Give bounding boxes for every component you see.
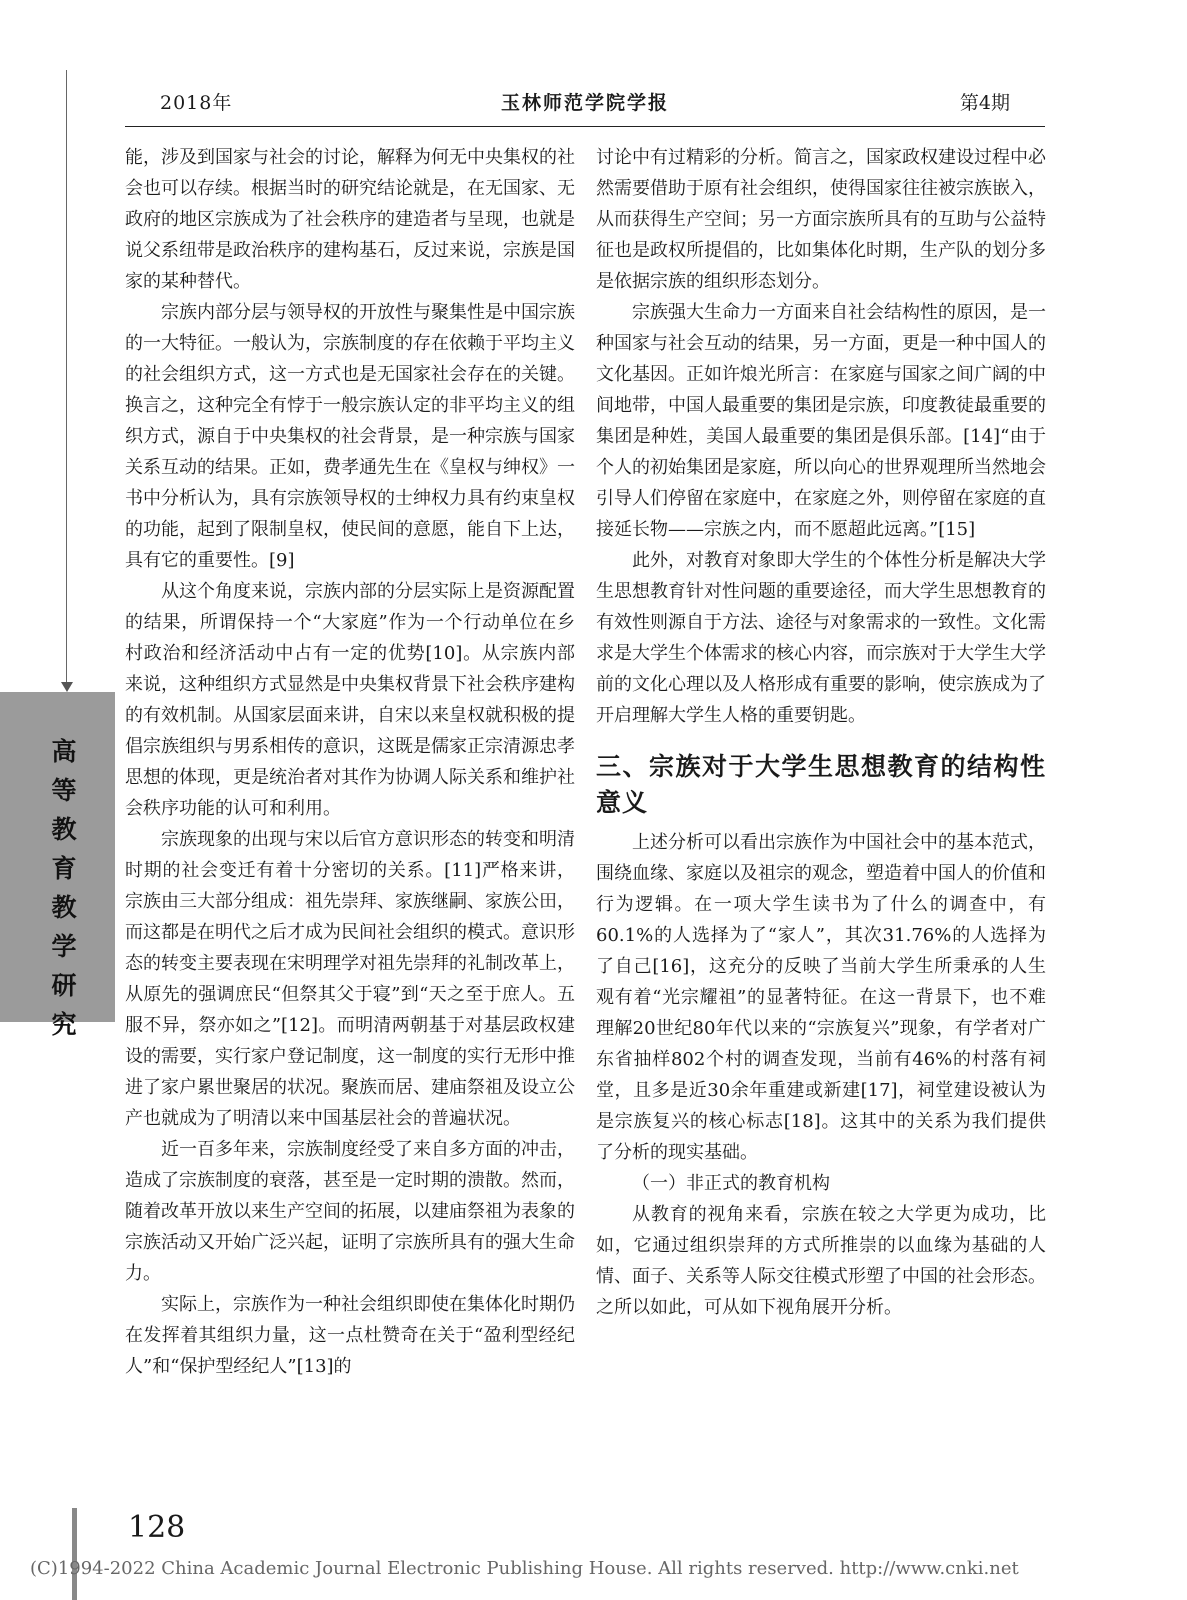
section-heading: 三、宗族对于大学生思想教育的结构性意义 [596,752,1046,817]
paragraph: 从教育的视角来看，宗族在较之大学更为成功，比如，它通过组织崇拜的方式所推崇的以血缘为基础的人情、面子、关系等人际交往模式形塑了中国的社会形态。之所以如此，可从如下视角展开分析。 [596,1204,1046,1318]
right-column [596,142,1046,1323]
header-issue: 第4期 [959,92,1010,114]
paragraph: 上述分析可以看出宗族作为中国社会中的基本范式，围绕血缘、家庭以及祖宗的观念，塑造着中国人的价值和行为逻辑。在一项大学生读书为了什么的调查中，有60.1%的人选择为了“家人”，其次31.76%的人选择为了自己[16]，这充分的反映了当前大学生所秉承的人生观有着“光宗耀祖”的显著特征。在这一背景下，也不难理解20世纪80年代以来的“宗族复兴”现象，有学者对广东省抽样802个村的调查发现，当前有46%的村落有祠堂，且多是近30余年重建或新建[17]，祠堂建设被认为是宗族复兴的核心标志[18]。这其中的关系为我们提供了分析的现实基础。 [596,832,1046,1163]
section-side-tab-label: 高等教育教学研究 [51,737,77,1039]
paragraph: 宗族现象的出现与宋以后官方意识形态的转变和明清时期的社会变迁有着十分密切的关系。[11]严格来讲，宗族由三大部分组成：祖先崇拜、家族继嗣、家族公田，而这都是在明代之后才成为民间社会组织的模式。意识形态的转变主要表现在宋明理学对祖先崇拜的礼制改革上，从原先的强调庶民“但祭其父于寝”到“天之至于庶人。五服不异，祭亦如之”[12]。而明清两朝基于对基层政权建设的需要，实行家户登记制度，这一制度的实行无形中推进了家户累世聚居的状况。聚族而居、建庙祭祖及设立公产也就成为了明清以来中国基层社会的普遍状况。 [125,829,575,1129]
paragraph: 讨论中有过精彩的分析。简言之，国家政权建设过程中必然需要借助于原有社会组织，使得国家往往被宗族嵌入，从而获得生产空间；另一方面宗族所具有的互助与公益特征也是政权所提倡的，比如集体化时期，生产队的划分多是依据宗族的组织形态划分。 [596,147,1046,292]
header-year: 2018年 [160,92,233,114]
side-guide-line [66,70,67,685]
page-number: 128 [128,1510,186,1545]
paragraph: 宗族内部分层与领导权的开放性与聚集性是中国宗族的一大特征。一般认为，宗族制度的存在依赖于平均主义的社会组织方式，这一方式也是无国家社会存在的关键。换言之，这种完全有悖于一般宗族认定的非平均主义的组织方式，源自于中央集权的社会背景，是一种宗族与国家关系互动的结果。正如，费孝通先生在《皇权与绅权》一书中分析认为，具有宗族领导权的士绅权力具有约束皇权的功能，起到了限制皇权，使民间的意愿，能自下上达，具有它的重要性。[9] [125,302,575,571]
side-arrow-icon [61,682,73,692]
footer-bar [72,1508,77,1600]
paragraph: 近一百多年来，宗族制度经受了来自多方面的冲击，造成了宗族制度的衰落，甚至是一定时期的溃散。然而，随着改革开放以来生产空间的拓展，以建庙祭祖为表象的宗族活动又开始广泛兴起，证明了宗族所具有的强大生命力。 [125,1139,575,1284]
running-header [125,88,1045,127]
subsection-heading: （一）非正式的教育机构 [632,1173,830,1194]
paragraph: 实际上，宗族作为一种社会组织即使在集体化时期仍在发挥着其组织力量，这一点杜赞奇在关于“盈利型经纪人”和“保护型经纪人”[13]的 [125,1294,575,1377]
paragraph: 宗族强大生命力一方面来自社会结构性的原因，是一种国家与社会互动的结果，另一方面，更是一种中国人的文化基因。正如许烺光所言：在家庭与国家之间广阔的中间地带，中国人最重要的集团是宗族，印度教徒最重要的集团是种姓，美国人最重要的集团是俱乐部。[14]“由于个人的初始集团是家庭，所以向心的世界观理所当然地会引导人们停留在家庭中，在家庭之外，则停留在家庭的直接延长物——宗族之内，而不愿超此远离。”[15] [596,302,1046,540]
paragraph: 能，涉及到国家与社会的讨论，解释为何无中央集权的社会也可以存续。根据当时的研究结论就是，在无国家、无政府的地区宗族成为了社会秩序的建造者与呈现，也就是说父系纽带是政治秩序的建构基石，反过来说，宗族是国家的某种替代。 [125,147,575,292]
copyright-notice: (C)1994-2022 China Academic Journal Electronic Publishing House. All rights reserved. http://www.cnki.net [30,1558,1019,1579]
left-column [125,142,575,1382]
paragraph: 从这个角度来说，宗族内部的分层实际上是资源配置的结果，所谓保持一个“大家庭”作为一个行动单位在乡村政治和经济活动中占有一定的优势[10]。从宗族内部来说，这种组织方式显然是中央集权背景下社会秩序建构的有效机制。从国家层面来讲，自宋以来皇权就积极的提倡宗族组织与男系相传的意识，这既是儒家正宗清源忠孝思想的体现，更是统治者对其作为协调人际关系和维护社会秩序功能的认可和利用。 [125,581,575,819]
paragraph: 此外，对教育对象即大学生的个体性分析是解决大学生思想教育针对性问题的重要途径，而大学生思想教育的有效性则源自于方法、途径与对象需求的一致性。文化需求是大学生个体需求的核心内容，而宗族对于大学生大学前的文化心理以及人格形成有重要的影响，使宗族成为了开启理解大学生人格的重要钥匙。 [596,550,1046,726]
header-journal-title: 玉林师范学院学报 [500,92,669,114]
